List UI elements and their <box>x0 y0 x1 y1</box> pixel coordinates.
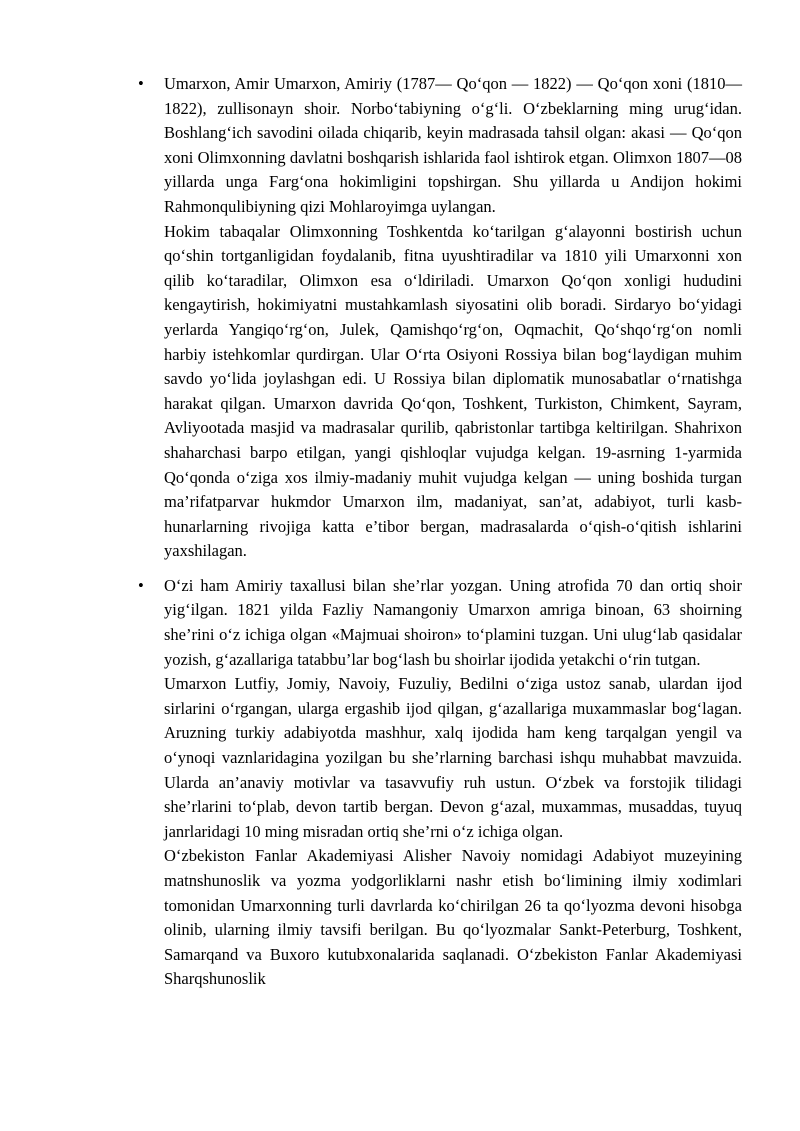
bullet-icon: • <box>138 74 144 93</box>
paragraph: Umarxon, Amir Umarxon, Amiriy (1787— Qo‘qon — 1822) — Qo‘qon xoni (1810—1822), zullisonayn shoir. Norbo‘tabiyning o‘g‘li. O‘zbeklarning ming urug‘idan. Boshlang‘ich savodini oilada chiqarib, keyin madrasada tahsil olgan: akasi — Qo‘qon xoni Olimxonning davlatni boshqarish ishlarida faol ishtirok etgan. Olimxon 1807—08 yillarda unga Farg‘ona hokimligini topshirgan. Shu yillarda u Andijon hokimi Rahmonqulibiyning qizi Mohlaroyimga uylangan. <box>164 74 742 216</box>
paragraph: Umarxon Lutfiy, Jomiy, Navoiy, Fuzuliy, Bedilni o‘ziga ustoz sanab, ulardan ijod sirlarini o‘rgangan, ularga ergashib ijod qilgan, g‘azallariga muxammaslar bog‘lagan. Aruzning turkiy adabiyotda mashhur, xalq ijodida ham keng tarqalgan yengil va o‘ynoqi vaznlaridagina yozilgan bu she’rlarning barchasi ishqu muhabbat mavzuida. Ularda an’anaviy motivlar va tasavvufiy ruh ustun. O‘zbek va forstojik tilidagi she’rlarini to‘plab, devon tartib bergan. Devon g‘azal, muxammas, musaddas, tuyuq janrlaridagi 10 ming misradan ortiq she’rni o‘z ichiga olgan. <box>164 674 742 841</box>
paragraph: O‘zbekiston Fanlar Akademiyasi Alisher Navoiy nomidagi Adabiyot muzeyining matnshunoslik va yozma yodgorliklarni nashr etish bo‘limining ilmiy xodimlari tomonidan Umarxonning turli davrlarda ko‘chirilgan 26 ta qo‘lyozma devoni hisobga olinib, ularning ilmiy tavsifi berilgan. Bu qo‘lyozmalar Sankt-Peterburg, Toshkent, Samarqand va Buxoro kutubxonalarida saqlanadi. O‘zbekiston Fanlar Akademiyasi Sharqshunoslik <box>164 846 742 989</box>
paragraph: Hokim tabaqalar Olimxonning Toshkentda ko‘tarilgan g‘alayonni bostirish uchun qo‘shin tortganligidan foydalanib, fitna uyushtiradilar va 1810 yili Umarxonni xon qilib ko‘taradilar, Olimxon esa o‘ldiriladi. Umarxon Qo‘qon xonligi hududini kengaytirish, hokimiyatni mustahkamlash siyosatini olib boradi. Sirdaryo bo‘yidagi yerlarda Yangiqo‘rg‘on, Julek, Qamishqo‘rg‘on, Oqmachit, Qo‘shqo‘rg‘on nomli harbiy istehkomlar qurdirgan. Ular O‘rta Osiyoni Rossiya bilan bog‘laydigan muhim savdo yo‘lida joylashgan edi. U Rossiya bilan diplomatik munosabatlar o‘rnatishga harakat qilgan. Umarxon davrida Qo‘qon, Toshkent, Turkiston, Chimkent, Sayram, Avliyootada masjid va madrasalar qurilib, qabristonlar tartibga keltirilgan. Shahrixon shaharchasi barpo etilgan, yangi qishloqlar vujudga kelgan. 19-asrning 1-yarmida Qo‘qonda o‘ziga xos ilmiy-madaniy muhit vujudga kelgan — uning boshida turgan ma’rifatparvar hukmdor Umarxon ilm, madaniyat, san’at, adabiyot, turli kasb-hunarlarning rivojiga katta e’tibor bergan, madrasalarda o‘qish-o‘qitish ishlarini yaxshilagan. <box>164 221 742 561</box>
paragraph: O‘zi ham Amiriy taxallusi bilan she’rlar yozgan. Uning atrofida 70 dan ortiq shoir yig‘ilgan. 1821 yilda Fazliy Namangoniy Umarxon amriga binoan, 63 shoirning she’rini o‘z ichiga olgan «Majmuai shoiron» to‘plamini tuzgan. Uni ulug‘lab qasidalar yozish, g‘azallariga tatabbu’lar bog‘lash bu shoirlar ijodida yetakchi o‘rin tutgan. <box>164 575 742 669</box>
list-item <box>138 72 742 564</box>
bullet-list <box>138 72 742 1002</box>
bullet-icon: • <box>138 575 144 595</box>
list-item <box>138 574 742 992</box>
